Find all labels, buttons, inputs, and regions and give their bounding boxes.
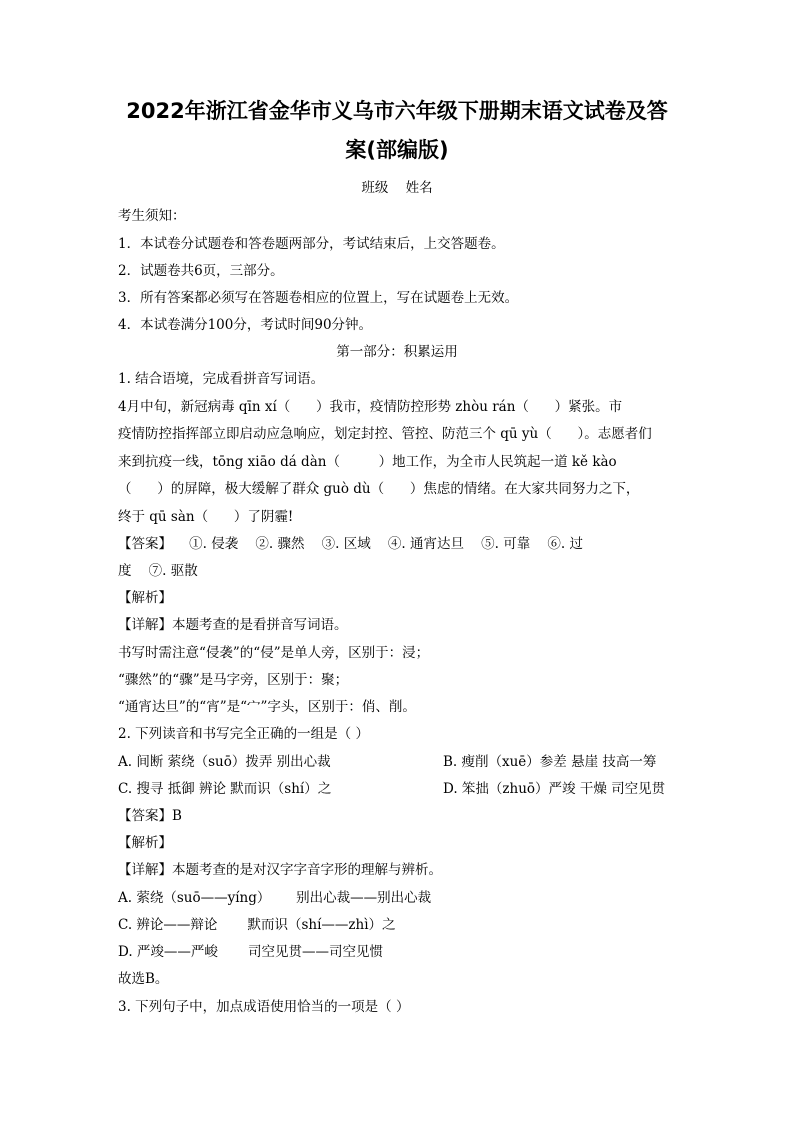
q1-detail: “骤然”的“骤”是马字旁，区别于：聚；: [118, 672, 349, 688]
q2-detail: 【详解】本题考查的是对汉字字音字形的理解与辨析。: [118, 862, 442, 878]
q2-detail: D. 严竣——严峻 司空见贯——司空见惯: [118, 944, 383, 960]
q1-detail: 【详解】本题考查的是看拼音写词语。: [118, 617, 348, 633]
q1-stem: 1. 结合语境，完成看拼音写词语。: [118, 371, 325, 387]
notice-3: 3．所有答案都必须写在答题卷相应的位置上，写在试题卷上无效。: [118, 290, 519, 306]
q3-stem: 3. 下列句子中，加点成语使用恰当的一项是（ ）: [118, 999, 410, 1015]
q2-option-d: D. 笨拙（zhuō）严竣 干燥 司空见贯: [443, 781, 666, 797]
q2-analysis-label: 【解析】: [118, 835, 172, 851]
notice-title: 考生须知：: [118, 208, 186, 224]
q2-option-b: B. 瘦削（xuē）参差 悬崖 技高一筹: [443, 754, 657, 770]
q1-answer: 【答案】 ①. 侵袭 ②. 骤然 ③. 区域 ④. 通宵达旦 ⑤. 可靠 ⑥. 过: [118, 536, 583, 552]
q2-option-a: A. 间断 萦绕（suō）拨弄 别出心裁: [118, 754, 331, 770]
class-name-line: 班级 姓名: [361, 180, 433, 196]
q1-answer-cont: 度 ⑦. 驱散: [118, 563, 198, 579]
q1-passage-line: （ ）的屏障，极大缓解了群众 guò dù（ ）焦虑的情绪。在大家共同努力之下，: [118, 481, 640, 497]
q1-passage-line: 终于 qū sàn（ ）了阴霾!: [118, 509, 294, 525]
section-heading: 第一部分：积累运用: [336, 344, 458, 360]
q2-detail: A. 萦绕（suō——yíng） 别出心裁——别出心裁: [118, 890, 432, 906]
q1-passage-line: 4月中旬，新冠病毒 qīn xí（ ）我市，疫情防控形势 zhòu rán（ ）紧张。市: [118, 399, 623, 415]
notice-4: 4．本试卷满分100分，考试时间90分钟。: [118, 317, 373, 333]
doc-title-line1: 2022年浙江省金华市义乌市六年级下册期末语文试卷及答: [126, 99, 668, 123]
q2-detail: C. 辨论——辩论 默而识（shí——zhì）之: [118, 917, 396, 933]
q2-stem: 2. 下列读音和书写完全正确的一组是（ ）: [118, 726, 369, 742]
q2-conclusion: 故选B。: [118, 971, 169, 987]
q1-detail: 书写时需注意“侵袭”的“侵”是单人旁，区别于：浸；: [118, 645, 430, 661]
q1-analysis-label: 【解析】: [118, 590, 172, 606]
q1-passage-line: 来到抗疫一线，tōng xiāo dá dàn（ ）地工作，为全市人民筑起一道 kě kào: [118, 454, 617, 470]
q2-option-c: C. 搜寻 抵御 辨论 默而识（shí）之: [118, 781, 332, 797]
notice-1: 1．本试卷分试题卷和答卷题两部分，考试结束后，上交答题卷。: [118, 236, 505, 252]
q1-detail: “通宵达旦”的“宵”是“宀”字头，区别于：俏、削。: [118, 699, 416, 715]
notice-2: 2．试题卷共6页，三部分。: [118, 263, 284, 279]
q2-answer: 【答案】B: [118, 808, 182, 824]
doc-title-line2: 案(部编版): [345, 138, 449, 162]
q1-passage-line: 疫情防控指挥部立即启动应急响应，划定封控、管控、防范三个 qū yù（ ）。志愿者们: [118, 426, 652, 442]
